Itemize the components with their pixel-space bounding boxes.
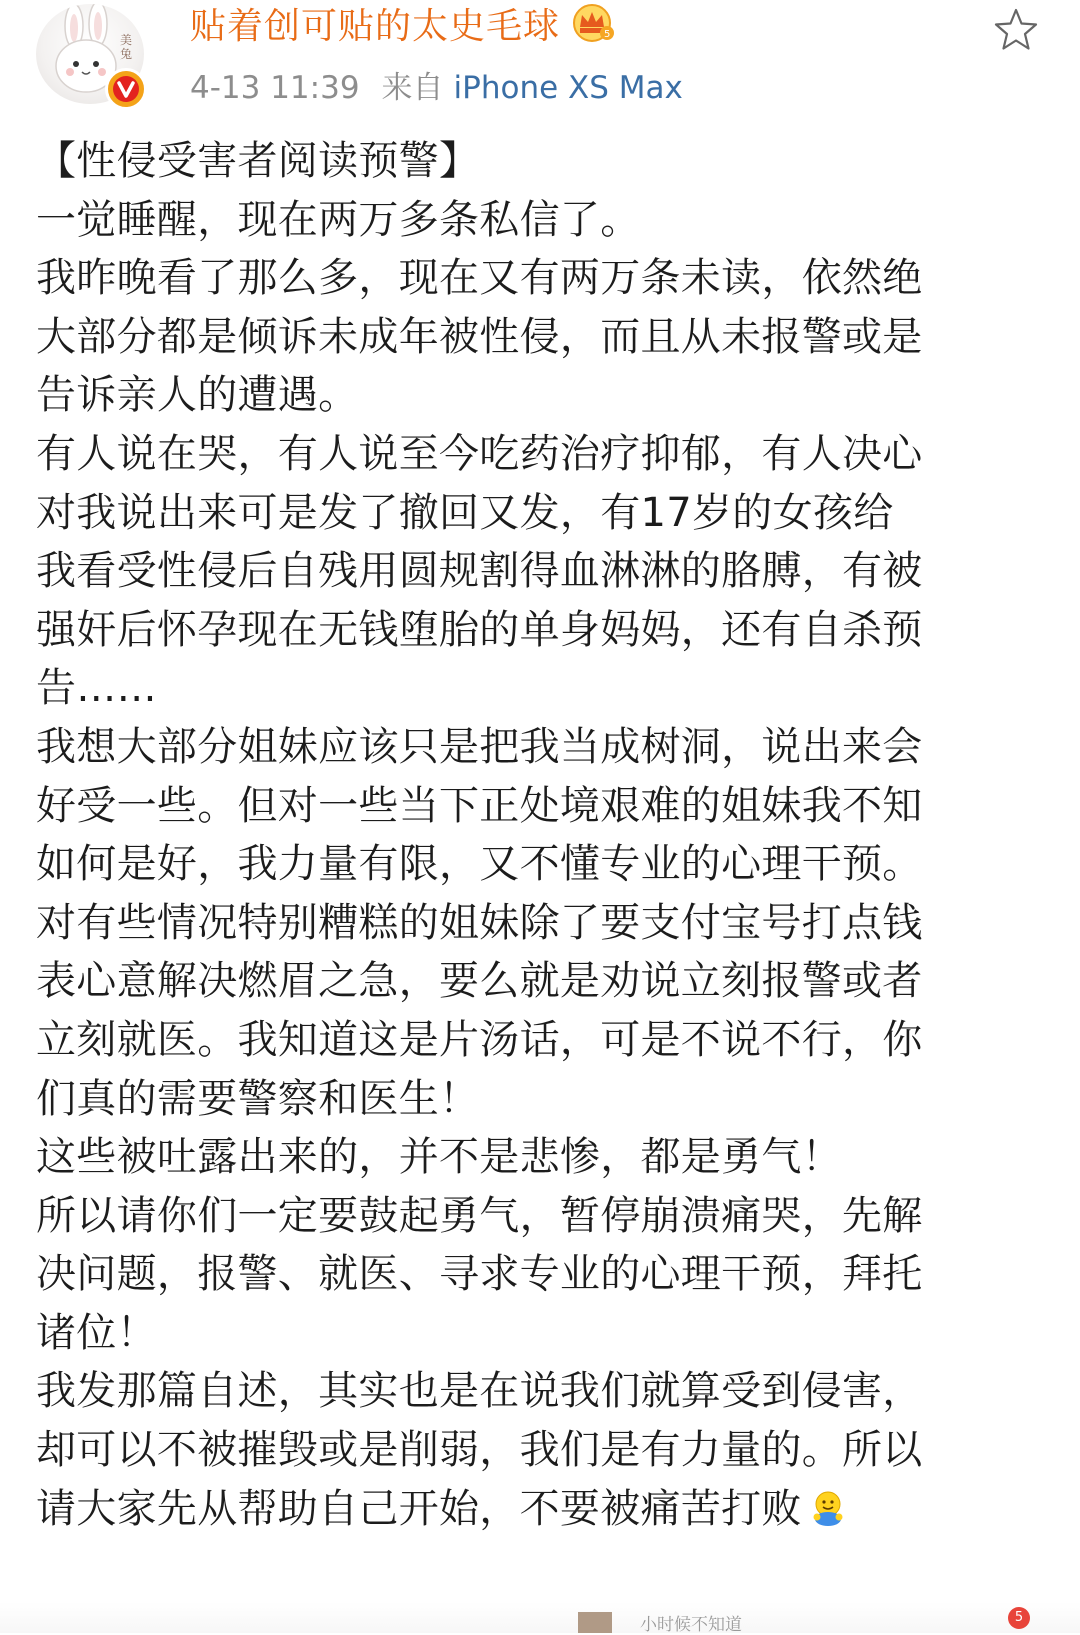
post-line: 诸位！ xyxy=(36,1309,157,1356)
post-line: 告诉亲人的遭遇。 xyxy=(36,372,359,419)
post-line: 强奸后怀孕现在无钱堕胎的单身妈妈，还有自杀预 xyxy=(36,606,923,653)
post-line: 表心意解决燃眉之急，要么就是劝说立刻报警或者 xyxy=(36,958,923,1005)
post-content xyxy=(36,132,1046,1538)
post-line: 所以请你们一定要鼓起勇气，暂停崩溃痛哭，先解 xyxy=(36,1192,923,1239)
post-line-last xyxy=(36,1480,1046,1539)
svg-text:5: 5 xyxy=(604,29,611,40)
post-line: 大部分都是倾诉未成年被性侵，而且从未报警或是 xyxy=(36,313,923,360)
post-line: 我想大部分姐妹应该只是把我当成树洞，说出来会 xyxy=(36,723,923,770)
post-time: 4-13 11:39 xyxy=(190,70,360,106)
post-line: 却可以不被摧毁或是削弱，我们是有力量的。所以 xyxy=(36,1427,923,1474)
source-label: 来自 xyxy=(381,70,444,106)
post-line: 一觉睡醒，现在两万多条私信了。 xyxy=(36,196,641,243)
device-link[interactable]: iPhone XS Max xyxy=(453,70,683,106)
post-line-text: 请大家先从帮助自己开始，不要被痛苦打败 xyxy=(36,1485,802,1532)
hug-emoji-icon xyxy=(808,1488,848,1528)
star-icon[interactable] xyxy=(992,6,1040,54)
post-line: 我昨晚看了那么多，现在又有两万条未读，依然绝 xyxy=(36,255,923,302)
svg-text:美: 美 xyxy=(120,33,133,47)
crown-member-icon[interactable] xyxy=(572,3,616,43)
post-line: 好受一些。但对一些当下正处境艰难的姐妹我不知 xyxy=(36,782,923,829)
post-line: 我看受性侵后自残用圆规割得血淋淋的胳膊，有被 xyxy=(36,548,923,595)
username-row xyxy=(190,0,616,46)
post-line: 如何是好，我力量有限，又不懂专业的心理干预。 xyxy=(36,841,923,888)
preview-text: 小时候不知道 xyxy=(640,1615,742,1635)
post-line: 立刻就医。我知道这是片汤话，可是不说不行，你 xyxy=(36,1016,923,1063)
preview-thumbnail[interactable] xyxy=(578,1612,612,1633)
notification-badge[interactable]: 5 xyxy=(1008,1607,1030,1629)
post-line: 告…… xyxy=(36,665,157,712)
post-line: 决问题，报警、就医、寻求专业的心理干预，拜托 xyxy=(36,1251,923,1298)
bottom-preview-strip xyxy=(0,1602,1080,1633)
post-line: 【性侵受害者阅读预警】 xyxy=(36,138,480,184)
post-line: 这些被吐露出来的，并不是悲惨，都是勇气！ xyxy=(36,1134,842,1181)
post-line: 对我说出来可是发了撤回又发，有17岁的女孩给 xyxy=(36,489,894,536)
post-line: 们真的需要警察和医生！ xyxy=(36,1075,480,1122)
post-line: 有人说在哭，有人说至今吃药治疗抑郁，有人决心 xyxy=(36,430,923,477)
username-link[interactable]: 贴着创可贴的太史毛球 xyxy=(190,5,561,47)
post-meta xyxy=(190,62,683,107)
svg-text:兔: 兔 xyxy=(120,47,133,61)
post-header xyxy=(0,0,1080,125)
verified-v-badge-icon xyxy=(105,68,147,110)
post-line: 对有些情况特别糟糕的姐妹除了要支付宝号打点钱 xyxy=(36,899,923,946)
post-line: 我发那篇自述，其实也是在说我们就算受到侵害， xyxy=(36,1368,923,1415)
